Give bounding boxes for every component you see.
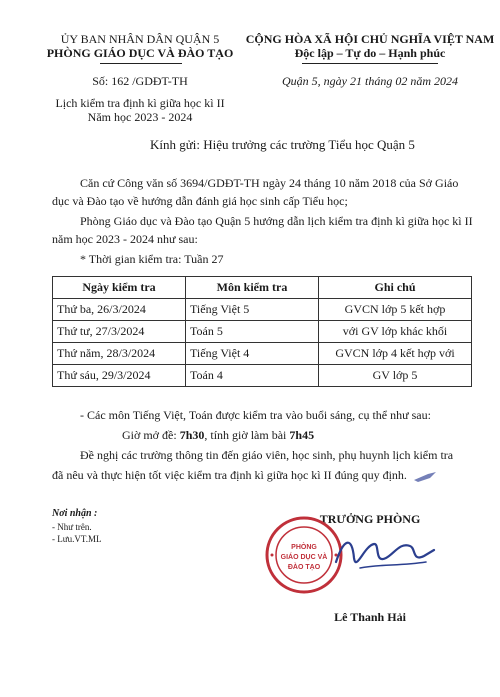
national-motto: Độc lập – Tự do – Hạnh phúc: [294, 46, 446, 60]
signer-name: Lê Thanh Hải: [334, 610, 406, 624]
national-title: CỘNG HÒA XÃ HỘI CHỦ NGHĨA VIỆT NAM: [245, 32, 495, 46]
row-day: Thứ ba, 26/3/2024: [53, 299, 186, 321]
row-day: Thứ năm, 28/3/2024: [53, 343, 186, 365]
stamp-text-3: ĐÀO TẠO: [287, 564, 321, 571]
pen-mark-icon: [412, 470, 440, 484]
table-row: [53, 365, 472, 387]
row-note: GVCN lớp 5 kết hợp: [319, 299, 472, 321]
row-subject: Toán 5: [186, 321, 319, 343]
work-time-label: , tính giờ làm bài: [204, 428, 290, 442]
subject-line2: Năm học 2023 - 2024: [87, 110, 193, 124]
after-line2: [122, 428, 314, 443]
issuer-line1: ỦY BAN NHÂN DÂN QUẬN 5: [60, 32, 220, 46]
row-note: GV lớp 5: [319, 365, 472, 387]
header-day: Ngày kiểm tra: [53, 277, 186, 299]
signer-title: TRƯỞNG PHÒNG: [319, 512, 421, 526]
row-day: Thứ tư, 27/3/2024: [53, 321, 186, 343]
document-number: Số: 162 /GDĐT-TH: [92, 74, 188, 88]
motto-underline: [302, 63, 438, 64]
body-para2-line1: Phòng Giáo dục và Đào tạo Quận 5 hướng dẫn lịch kiểm tra định kì giữa học kì II: [80, 214, 473, 228]
row-note: với GV lớp khác khối: [319, 321, 472, 343]
recipient-item: - Như trên.: [52, 522, 92, 532]
place-date: Quận 5, ngày 21 tháng 02 năm 2024: [282, 74, 458, 88]
issuer-underline: [100, 63, 182, 64]
row-subject: Toán 4: [186, 365, 319, 387]
recipient-line: Kính gửi: Hiệu trưởng các trường Tiểu học Quận 5: [150, 137, 415, 152]
recipients-label: Nơi nhận :: [52, 508, 98, 519]
table-row: [53, 299, 472, 321]
body-para2-line2: năm học 2023 - 2024 như sau:: [52, 232, 198, 246]
table-row: [53, 343, 472, 365]
open-time-value: 7h30: [179, 428, 205, 442]
stamp-text-2: GIÁO DỤC VÀ: [280, 554, 328, 561]
row-subject: Tiếng Việt 4: [186, 343, 319, 365]
after-line3: Đề nghị các trường thông tin đến giáo viên, học sinh, phụ huynh lịch kiểm tra: [80, 448, 454, 462]
work-time-value: 7h45: [289, 428, 315, 442]
body-para1-line2: dục và Đào tạo về hướng dẫn đánh giá học sinh cấp Tiểu học;: [52, 194, 348, 208]
subject-line1: Lịch kiểm tra định kì giữa học kì II: [55, 96, 225, 110]
header-note: Ghi chú: [319, 277, 472, 299]
stamp-text-1: PHÒNG: [291, 544, 317, 551]
recipient-item: - Lưu.VT.ML: [52, 534, 102, 544]
open-time-label: Giờ mở đề:: [122, 428, 180, 442]
exam-time-line: * Thời gian kiểm tra: Tuần 27: [80, 252, 224, 266]
after-line4: đã nêu và thực hiện tốt việc kiểm tra định kì giữa học kì II đúng quy định.: [52, 468, 407, 482]
header-subject: Môn kiểm tra: [186, 277, 319, 299]
table-header-row: [53, 277, 472, 299]
row-note: GVCN lớp 4 kết hợp với: [319, 343, 472, 365]
after-line1: - Các môn Tiếng Việt, Toán được kiểm tra vào buổi sáng, cụ thể như sau:: [80, 408, 431, 422]
body-para1-line1: Căn cứ Công văn số 3694/GDĐT-TH ngày 24 tháng 10 năm 2018 của Sở Giáo: [80, 176, 459, 190]
table-row: [53, 321, 472, 343]
handwritten-signature: [330, 528, 440, 578]
schedule-table: [52, 276, 472, 387]
row-day: Thứ sáu, 29/3/2024: [53, 365, 186, 387]
row-subject: Tiếng Việt 5: [186, 299, 319, 321]
issuer-line2: PHÒNG GIÁO DỤC VÀ ĐÀO TẠO: [46, 46, 234, 60]
